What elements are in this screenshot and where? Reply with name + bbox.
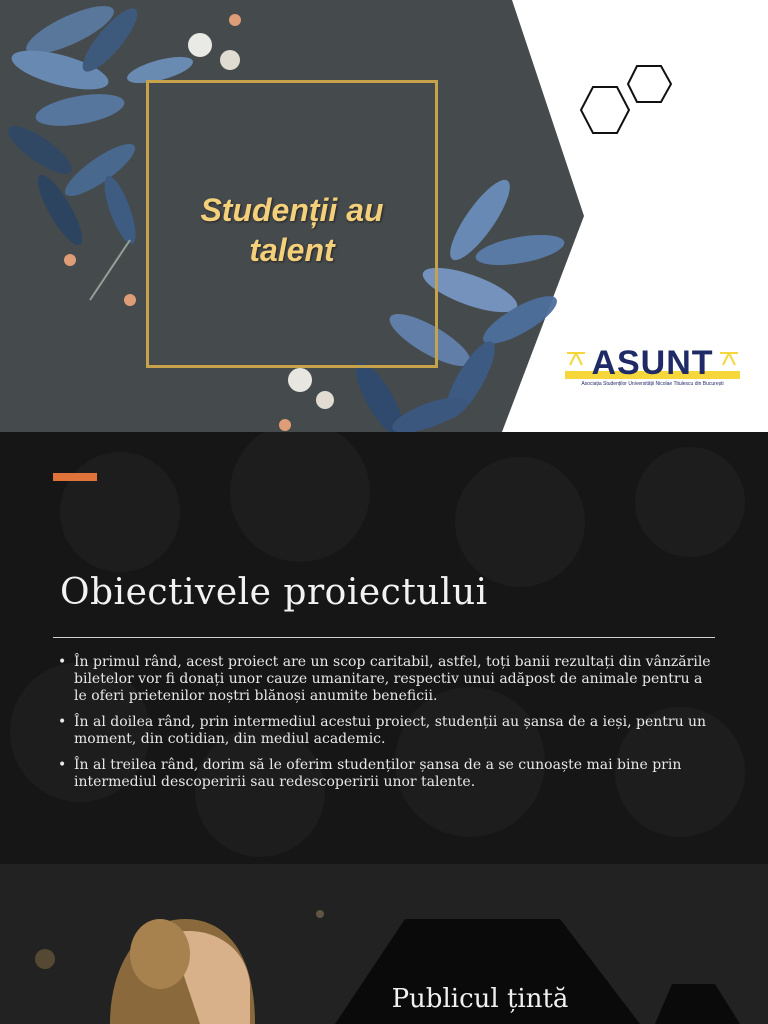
slide-title bbox=[0, 0, 768, 432]
objectives-list bbox=[56, 654, 716, 800]
bullet-text: În al treilea rând, dorim să le oferim studenților șansa de a se cunoaște mai bine prin intermediul descoperirii sau redescoperirii unor talente. bbox=[74, 757, 682, 790]
bullet-icon: • bbox=[58, 654, 67, 670]
asunt-logo bbox=[565, 343, 740, 388]
slide1-title-line1: Studenții au bbox=[200, 192, 384, 228]
slide-target-audience bbox=[0, 864, 768, 1024]
list-item bbox=[56, 714, 716, 748]
slide1-title bbox=[146, 190, 438, 270]
slide-objectives bbox=[0, 432, 768, 864]
bullet-text: În al doilea rând, prin intermediul acestui proiect, studenții au șansa de a ieși, pentru un moment, din cotidian, din mediul academic. bbox=[74, 714, 707, 747]
logo-text: ASUNT bbox=[591, 344, 714, 382]
accent-bar bbox=[53, 473, 97, 481]
slide3-title: Publicul țintă bbox=[391, 984, 569, 1014]
slide2-title: Obiectivele proiectului bbox=[60, 572, 488, 613]
hexagon-icon bbox=[575, 60, 680, 140]
list-item bbox=[56, 757, 716, 791]
title-divider bbox=[53, 637, 715, 638]
bullet-text: În primul rând, acest proiect are un scop caritabil, astfel, toți banii rezultați din vânzările biletelor vor fi donați unor cauze umanitare, respectiv unui adăpost de animale pentru a le oferi prietenilor noștri blănoși anumite beneficii. bbox=[74, 654, 711, 704]
bullet-icon: • bbox=[58, 757, 67, 773]
logo-subtitle: Asociația Studenților Universității Nicolae Titulescu din București bbox=[581, 381, 724, 387]
slide1-title-line2: talent bbox=[249, 232, 335, 268]
bullet-icon: • bbox=[58, 714, 67, 730]
list-item bbox=[56, 654, 716, 705]
